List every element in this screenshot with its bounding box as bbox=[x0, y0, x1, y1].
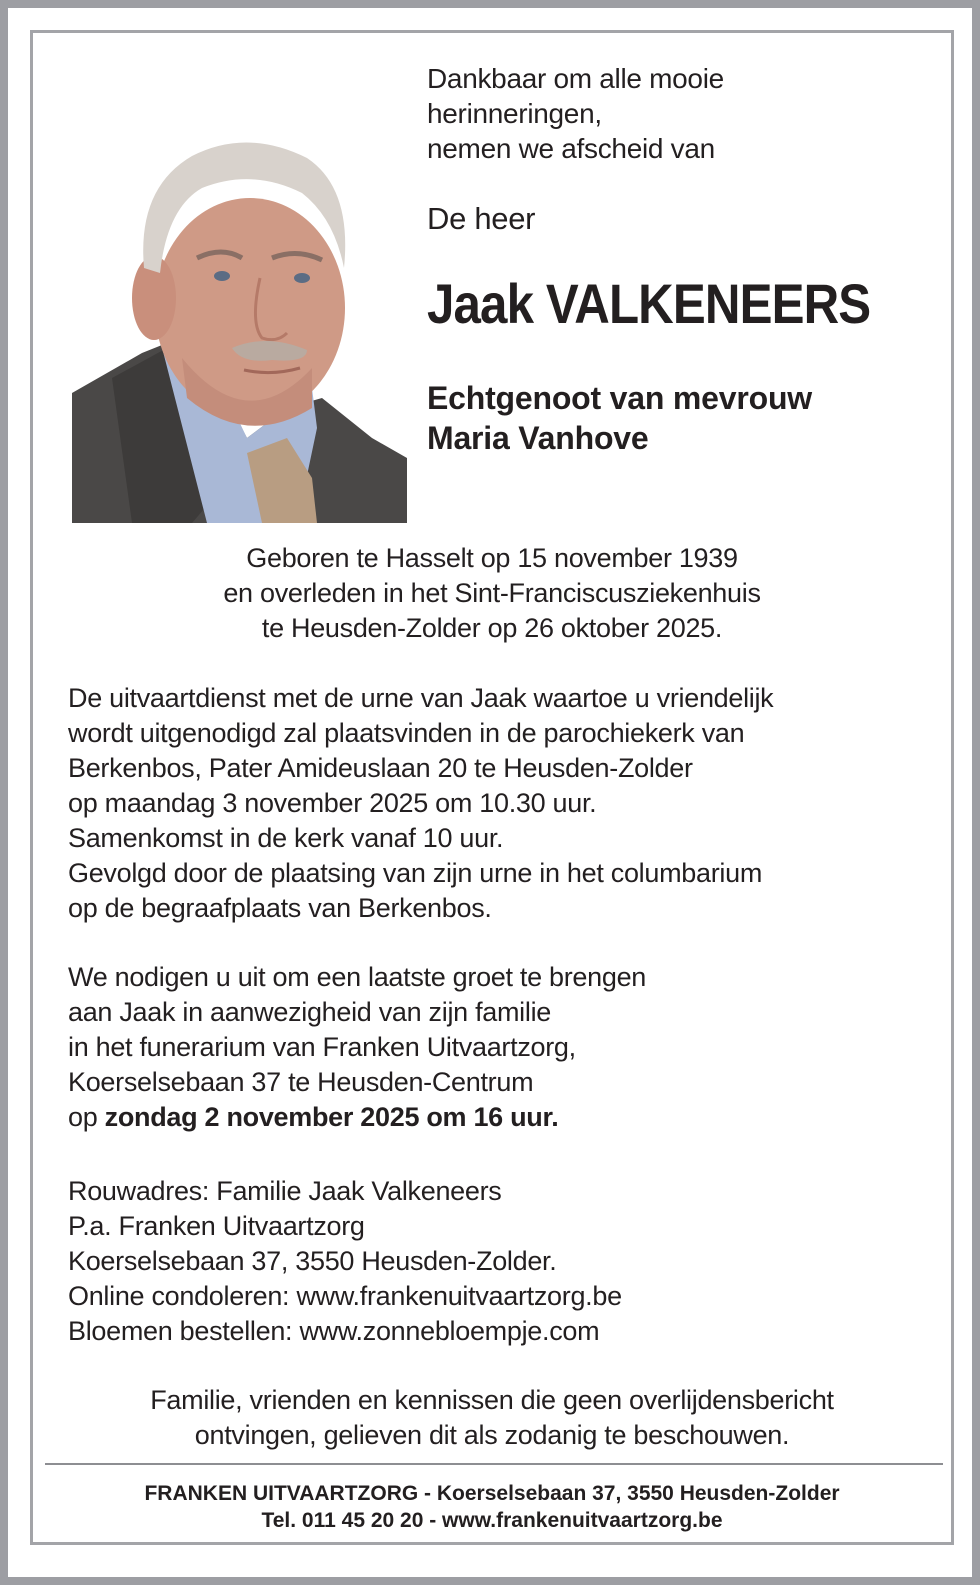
portrait-photo bbox=[72, 108, 407, 523]
closing-line: Familie, vrienden en kennissen die geen overlijdensbericht bbox=[150, 1385, 834, 1415]
service-line: De uitvaartdienst met de urne van Jaak waartoe u vriendelijk bbox=[68, 683, 774, 713]
visitation-datetime bbox=[68, 1100, 646, 1135]
portrait-image bbox=[72, 108, 407, 523]
birth-death-info bbox=[33, 541, 951, 646]
visitation-date-bold: zondag 2 november 2025 om 16 uur. bbox=[104, 1102, 559, 1132]
condolence-link-line[interactable]: Online condoleren: www.frankenuitvaartzorg.be bbox=[68, 1281, 622, 1311]
intro-line: Dankbaar om alle mooie bbox=[427, 63, 724, 94]
service-line: Berkenbos, Pater Amideuslaan 20 te Heusden-Zolder bbox=[68, 753, 693, 783]
closing-line: ontvingen, gelieven dit als zodanig te beschouwen. bbox=[194, 1420, 790, 1450]
obituary-frame bbox=[8, 8, 972, 1577]
visitation-line: We nodigen u uit om een laatste groet te brengen bbox=[68, 962, 647, 992]
spouse-text bbox=[427, 378, 812, 458]
footer-address: FRANKEN UITVAARTZORG - Koerselsebaan 37, 3550 Heusden-Zolder bbox=[144, 1482, 840, 1505]
closing-note bbox=[33, 1383, 951, 1453]
visitation-line: aan Jaak in aanwezigheid van zijn familie bbox=[68, 997, 551, 1027]
service-line: op de begraafplaats van Berkenbos. bbox=[68, 893, 492, 923]
birth-death-line: Geboren te Hasselt op 15 november 1939 bbox=[246, 543, 738, 573]
visitation-line: Koerselsebaan 37 te Heusden-Centrum bbox=[68, 1067, 534, 1097]
contact-line: Koerselsebaan 37, 3550 Heusden-Zolder. bbox=[68, 1246, 557, 1276]
service-line: Samenkomst in de kerk vanaf 10 uur. bbox=[68, 823, 504, 853]
birth-death-line: te Heusden-Zolder op 26 oktober 2025. bbox=[261, 613, 723, 643]
funeral-home-footer bbox=[33, 1480, 951, 1534]
spouse-line: Echtgenoot van mevrouw bbox=[427, 380, 812, 416]
service-line: op maandag 3 november 2025 om 10.30 uur. bbox=[68, 788, 597, 818]
flowers-link-line[interactable]: Bloemen bestellen: www.zonnebloempje.com bbox=[68, 1316, 600, 1346]
obituary-card bbox=[30, 30, 954, 1545]
intro-line: nemen we afscheid van bbox=[427, 133, 715, 164]
footer-divider bbox=[45, 1463, 943, 1465]
service-line: Gevolgd door de plaatsing van zijn urne in het columbarium bbox=[68, 858, 763, 888]
footer-contact[interactable]: Tel. 011 45 20 20 - www.frankenuitvaartzorg.be bbox=[261, 1509, 723, 1532]
service-details bbox=[68, 681, 773, 926]
deceased-name: Jaak VALKENEERS bbox=[427, 272, 871, 335]
visitation-line: in het funerarium van Franken Uitvaartzorg, bbox=[68, 1032, 576, 1062]
visitation-prefix: op bbox=[68, 1102, 98, 1132]
contact-details bbox=[68, 1174, 622, 1349]
intro-line: herinneringen, bbox=[427, 98, 602, 129]
intro-text bbox=[427, 61, 724, 166]
visitation-details bbox=[68, 960, 646, 1135]
contact-line: Rouwadres: Familie Jaak Valkeneers bbox=[68, 1176, 502, 1206]
title-prefix: De heer bbox=[427, 201, 536, 236]
contact-line: P.a. Franken Uitvaartzorg bbox=[68, 1211, 365, 1241]
service-line: wordt uitgenodigd zal plaatsvinden in de parochiekerk van bbox=[68, 718, 745, 748]
spouse-line: Maria Vanhove bbox=[427, 420, 649, 456]
birth-death-line: en overleden in het Sint-Franciscusziekenhuis bbox=[223, 578, 761, 608]
